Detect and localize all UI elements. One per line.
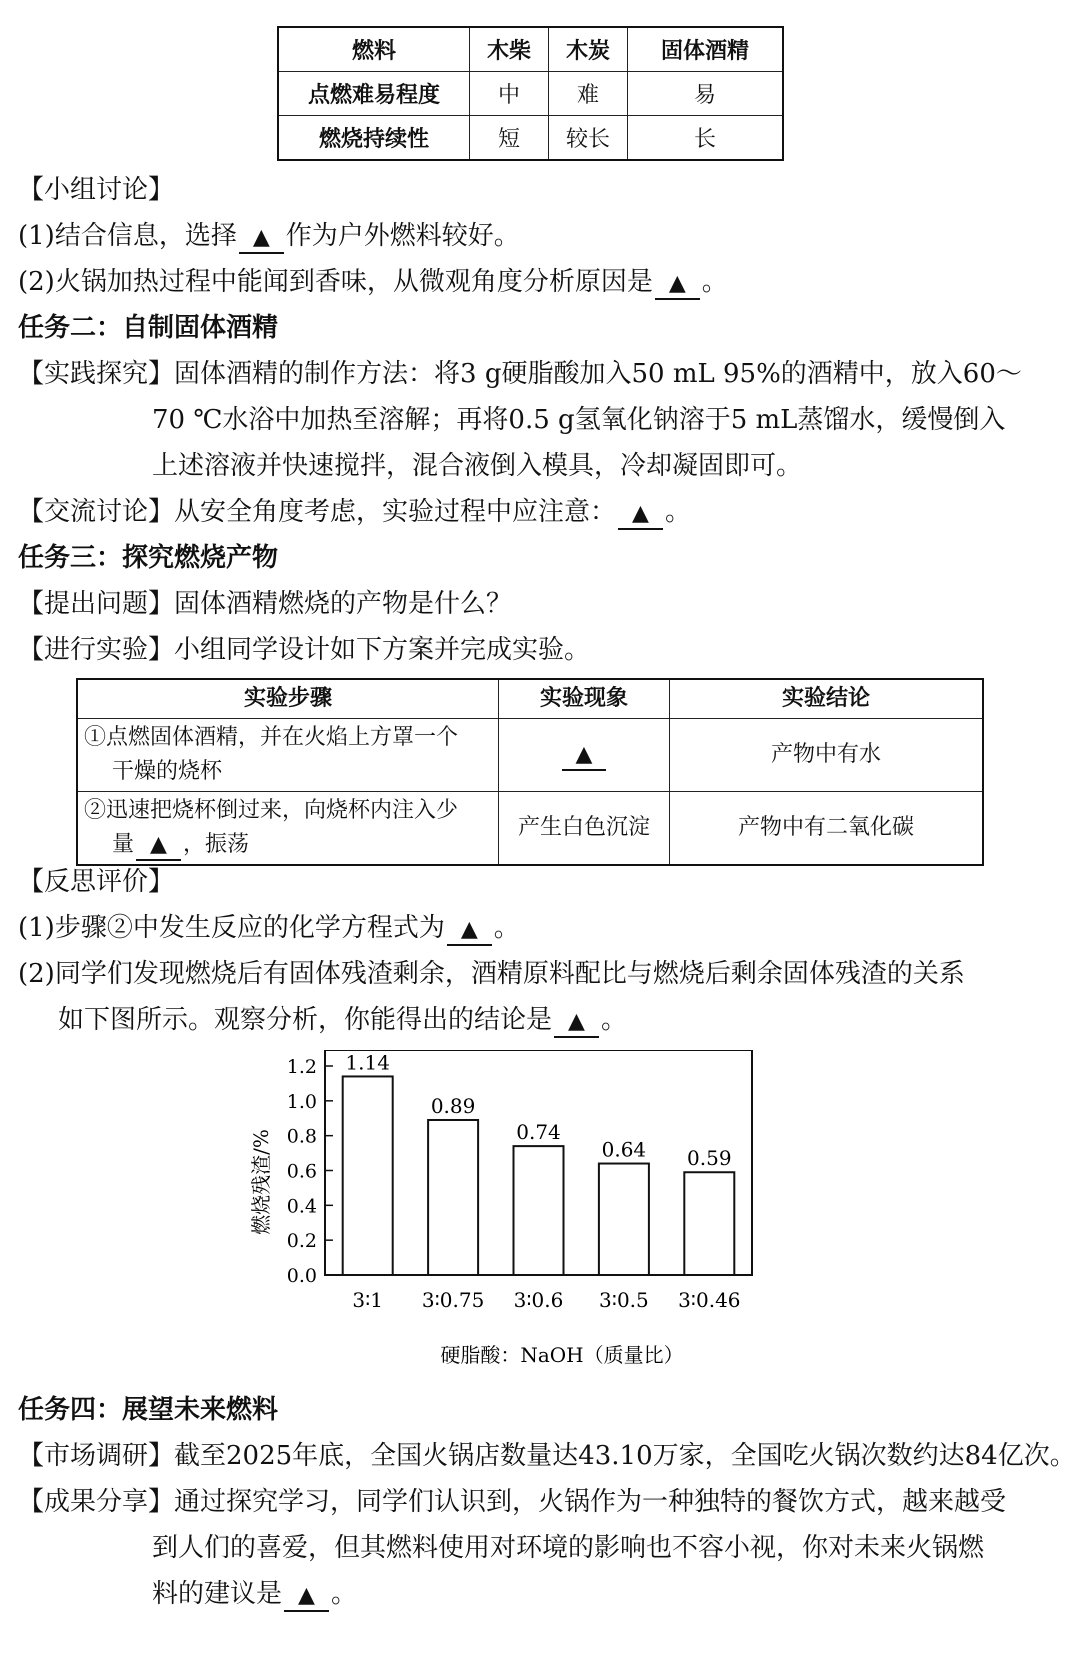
exchange-text-after: 。 [664, 497, 691, 527]
reflection-q2-line1: (2)同学们发现燃烧后有固体残渣剩余，酒精原料配比与燃烧后剩余固体残渣的关系 [18, 959, 965, 989]
step-text: ①点燃固体酒精，并在火焰上方罩一个 [84, 725, 459, 750]
triangle-icon: ▲ [460, 917, 478, 942]
practice-label: 【实践探究】 [18, 359, 175, 389]
table-cell: 产物中有水 [670, 719, 984, 792]
y-tick-label: 1.0 [286, 1090, 317, 1113]
experiment-line [18, 630, 590, 670]
exchange-text: 从安全角度考虑，实验过程中应注意： [174, 497, 617, 527]
reflection-q1 [18, 908, 520, 948]
task4-title: 任务四：展望未来燃料 [18, 1395, 279, 1425]
answer-blank[interactable] [239, 222, 284, 254]
y-tick-label: 0.4 [286, 1195, 317, 1218]
share-text: 料的建议是 [152, 1579, 283, 1609]
y-tick-label: 0.6 [286, 1160, 317, 1183]
x-tick-label: 3∶0.46 [678, 1288, 741, 1312]
table-cell [77, 719, 499, 792]
table-cell: 实验步骤 [77, 679, 499, 719]
question-line [18, 584, 512, 624]
y-tick-label: 0.8 [286, 1125, 317, 1148]
bar [343, 1076, 393, 1275]
bar-value-label: 0.74 [516, 1120, 561, 1145]
table-row [77, 792, 983, 866]
share-text: 通过探究学习，同学们认识到，火锅作为一种独特的餐饮方式，越来越受 [174, 1487, 1007, 1517]
share-label: 【成果分享】 [18, 1487, 175, 1517]
table-cell: 固体酒精 [628, 27, 784, 72]
answer-blank[interactable] [447, 914, 492, 946]
step-text-line2 [84, 828, 492, 862]
triangle-icon: ▲ [150, 832, 167, 857]
table-cell: 易 [628, 72, 784, 116]
bar [514, 1146, 564, 1275]
exchange-line [18, 492, 691, 532]
table-row [278, 72, 783, 116]
q1-text-after: 作为户外燃料较好。 [285, 221, 520, 251]
answer-blank[interactable] [554, 1006, 599, 1038]
table-row [77, 719, 983, 792]
answer-blank[interactable] [655, 268, 700, 300]
triangle-icon: ▲ [632, 501, 649, 526]
table-cell: 木柴 [470, 27, 549, 72]
group-discussion-q2 [18, 262, 728, 302]
x-tick-label: 3∶0.75 [421, 1288, 485, 1312]
q1-text: (1)结合信息，选择 [18, 221, 237, 251]
experiment-table [76, 678, 984, 866]
market-line [18, 1436, 1076, 1476]
y-tick-label: 1.2 [286, 1056, 317, 1078]
task3-title: 任务三：探究燃烧产物 [18, 543, 279, 573]
triangle-icon: ▲ [568, 1009, 585, 1034]
share-line1 [18, 1482, 1006, 1522]
experiment-table-header [77, 679, 983, 719]
group-discussion-title: 【小组讨论】 [18, 175, 175, 205]
x-tick-label: 3∶0.5 [599, 1288, 649, 1312]
table-cell: 长 [628, 116, 784, 161]
table-cell: 燃料 [278, 27, 470, 72]
q2-text-after: 。 [701, 267, 728, 297]
table-cell: 较长 [549, 116, 628, 161]
triangle-icon: ▲ [668, 271, 686, 296]
question-label: 【提出问题】 [18, 589, 175, 619]
bar-value-label: 1.14 [345, 1050, 390, 1075]
table-cell: 产生白色沉淀 [499, 792, 670, 866]
table-cell: 实验现象 [499, 679, 670, 719]
practice-line2: 70 ℃水浴中加热至溶解；再将0.5 g氢氧化钠溶于5 mL蒸馏水，缓慢倒入 [152, 405, 1006, 435]
table-cell: 中 [470, 72, 549, 116]
table-cell: 木炭 [549, 27, 628, 72]
table-cell [77, 792, 499, 866]
question-text: 固体酒精燃烧的产物是什么？ [174, 589, 513, 619]
answer-blank[interactable] [136, 831, 181, 861]
share-text-after: 。 [330, 1579, 357, 1609]
q2-text: (2)火锅加热过程中能闻到香味，从微观角度分析原因是 [18, 267, 653, 297]
reflection-q2-text: 如下图所示。观察分析，你能得出的结论是 [58, 1005, 553, 1035]
bar [428, 1120, 478, 1275]
market-label: 【市场调研】 [18, 1441, 175, 1471]
bar-value-label: 0.64 [601, 1137, 647, 1162]
y-axis-label: 燃烧残渣/% [249, 1129, 273, 1235]
table-cell: 燃烧持续性 [278, 116, 470, 161]
triangle-icon: ▲ [252, 225, 270, 250]
bar [599, 1164, 649, 1275]
step-text: ，振荡 [182, 832, 249, 857]
share-line3 [152, 1574, 357, 1614]
table-cell [499, 719, 670, 792]
practice-line3: 上述溶液并快速搅拌，混合液倒入模具，冷却凝固即可。 [152, 451, 803, 481]
table-cell: 短 [470, 116, 549, 161]
reflection-q1-after: 。 [493, 913, 520, 943]
fuel-table [277, 26, 784, 161]
table-cell: 实验结论 [670, 679, 984, 719]
group-discussion-q1 [18, 216, 520, 256]
answer-blank[interactable] [562, 741, 607, 771]
x-tick-label: 3∶1 [352, 1288, 384, 1312]
step-text: 量 [112, 832, 135, 857]
experiment-label: 【进行实验】 [18, 635, 175, 665]
y-tick-label: 0.2 [286, 1230, 317, 1253]
fuel-table-header [278, 27, 783, 72]
practice-text: 固体酒精的制作方法：将3 g硬脂酸加入50 mL 95%的酒精中，放入60～ [174, 359, 1022, 389]
step-text: ②迅速把烧杯倒过来，向烧杯内注入少 [84, 798, 459, 823]
share-line2: 到人们的喜爱，但其燃料使用对环境的影响也不容小视，你对未来火锅燃 [152, 1533, 985, 1563]
step-text: 干燥的烧杯 [112, 759, 223, 784]
market-text: 截至2025年底，全国火锅店数量达43.10万家，全国吃火锅次数约达84亿次。 [174, 1441, 1076, 1471]
experiment-text: 小组同学设计如下方案并完成实验。 [174, 635, 591, 665]
residue-bar-chart [240, 1050, 840, 1370]
task2-title: 任务二：自制固体酒精 [18, 313, 279, 343]
exchange-label: 【交流讨论】 [18, 497, 175, 527]
reflection-q1-text: (1)步骤②中发生反应的化学方程式为 [18, 913, 445, 943]
bar-value-label: 0.59 [687, 1146, 732, 1171]
x-tick-label: 3∶0.6 [513, 1288, 564, 1312]
table-row [278, 116, 783, 161]
y-tick-label: 0.0 [286, 1265, 317, 1287]
answer-blank[interactable] [618, 498, 663, 530]
reflection-q2-after: 。 [600, 1005, 627, 1035]
bar-value-label: 0.89 [430, 1093, 476, 1118]
answer-blank[interactable] [284, 1580, 329, 1612]
table-cell: 点燃难易程度 [278, 72, 470, 116]
triangle-icon: ▲ [298, 1583, 315, 1608]
table-cell: 难 [549, 72, 628, 116]
reflection-q2-line2 [58, 1000, 627, 1040]
practice-line1 [18, 354, 1022, 394]
triangle-icon: ▲ [575, 742, 593, 767]
bar [684, 1172, 734, 1275]
x-axis-label: 硬脂酸：NaOH（质量比） [440, 1343, 684, 1367]
table-cell: 产物中有二氧化碳 [670, 792, 984, 866]
reflection-title: 【反思评价】 [18, 867, 175, 897]
